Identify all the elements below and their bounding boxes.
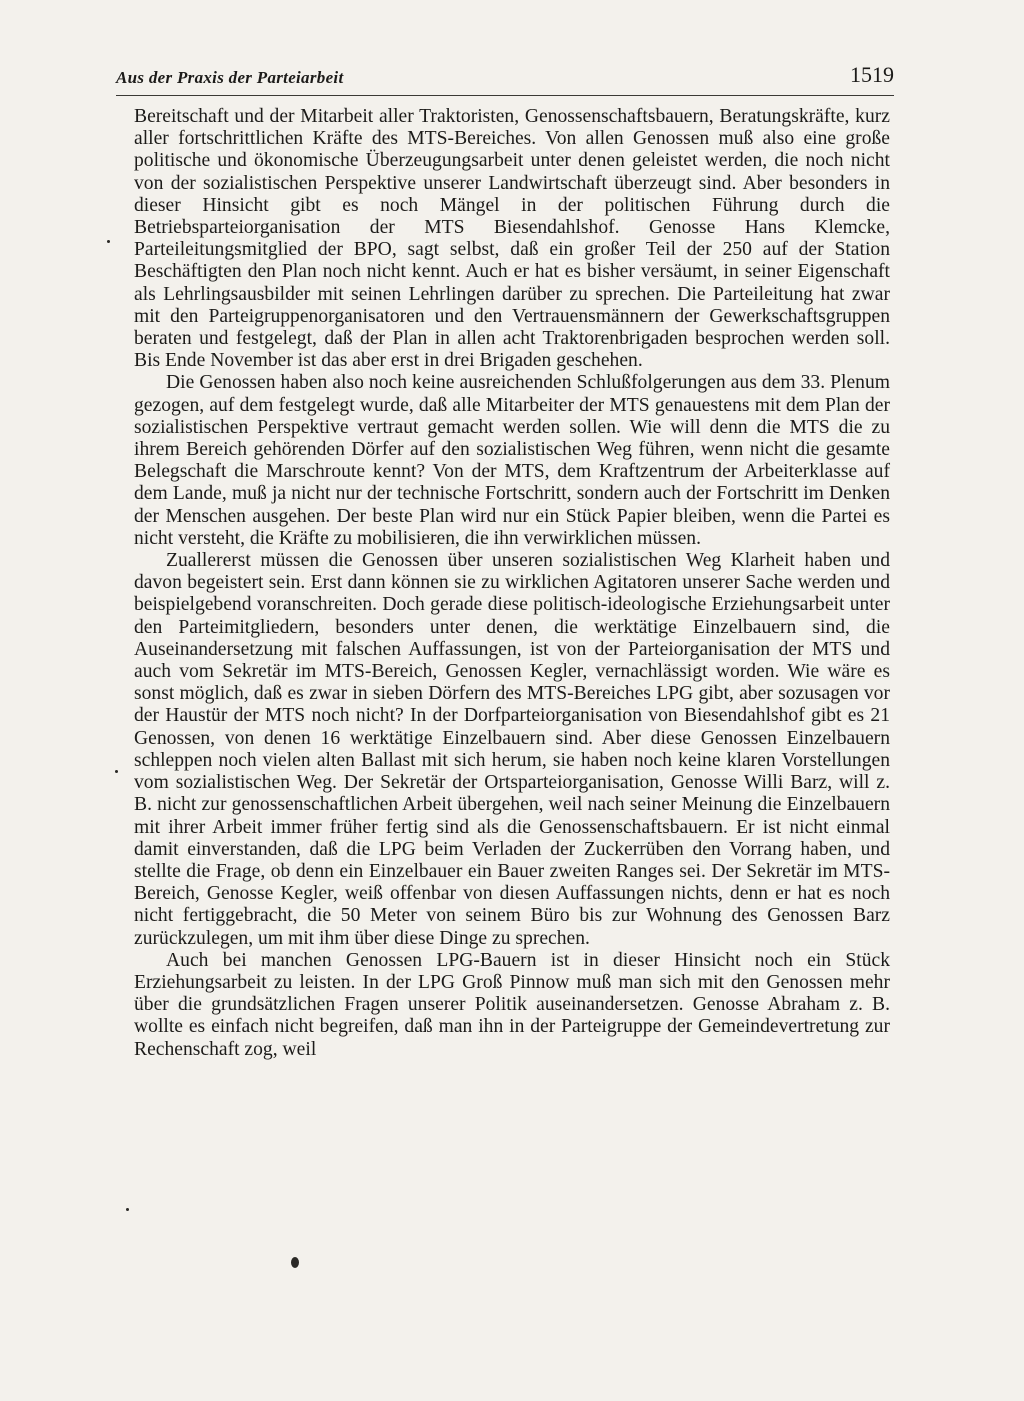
page-header — [116, 62, 894, 96]
running-head: Aus der Praxis der Parteiarbeit — [116, 68, 344, 87]
page-number: 1519 — [850, 62, 894, 87]
paragraph-4: Auch bei manchen Genossen LPG-Bauern ist in dieser Hinsicht noch ein Stück Erziehungsarbeit zu leisten. In der LPG Groß Pinnow muß man sich mit den Genossen mehr über die grundsätzlichen Fragen unserer Politik auseinandersetzen. Genosse Abraham z. B. wollte es einfach nicht begreifen, daß man ihn in der Parteigruppe der Gemeindevertretung zur Rechenschaft zog, weil — [134, 949, 890, 1060]
margin-speck — [107, 240, 110, 243]
margin-speck — [126, 1208, 129, 1211]
paragraph-2: Die Genossen haben also noch keine ausreichenden Schlußfolgerungen aus dem 33. Plenum gezogen, auf dem festgelegt wurde, daß alle Mitarbeiter der MTS genauestens mit dem Plan der sozialistischen Perspektive vertraut gemacht werden sollen. Wie will denn die MTS die zu ihrem Bereich gehörenden Dörfer auf den sozialistischen Weg führen, wenn nicht die gesamte Belegschaft die Marschroute kennt? Von der MTS, dem Kraftzentrum der Arbeiterklasse auf dem Lande, muß ja nicht nur der technische Fortschritt, sondern auch der Fortschritt im Denken der Menschen ausgehen. Der beste Plan wird nur ein Stück Papier bleiben, wenn die Partei es nicht versteht, die Kräfte zu mobilisieren, die ihn verwirklichen müssen. — [134, 372, 890, 549]
body-text — [134, 106, 890, 1061]
ink-blot — [291, 1257, 299, 1268]
margin-speck — [115, 770, 118, 773]
paragraph-3: Zuallererst müssen die Genossen über unseren sozialistischen Weg Klarheit haben und davon begeistert sein. Erst dann können sie zu wirklichen Agitatoren unserer Sache werden und beispielgebend voranschreiten. Doch gerade diese politisch-ideologische Erziehungsarbeit unter den Parteimitgliedern, besonders unter denen, die werktätige Einzelbauern sind, die Auseinandersetzung mit falschen Auffassungen, ist von der Parteiorganisation der MTS und auch vom Sekretär im MTS-Bereich, Genossen Kegler, vernachlässigt worden. Wie wäre es sonst möglich, daß es zwar in sieben Dörfern des MTS-Bereiches LPG gibt, aber sozusagen vor der Haustür der MTS noch nicht? In der Dorfparteiorganisation von Biesendahlshof gibt es 21 Genossen, von denen 16 werktätige Einzelbauern sind. Aber diese Genossen Einzelbauern schleppen noch vielen alten Ballast mit sich herum, sie haben noch keine klaren Vorstellungen vom sozialistischen Weg. Der Sekretär der Ortsparteiorganisation, Genosse Willi Barz, will z. B. nicht zur genossenschaftlichen Arbeit übergehen, weil nach seiner Meinung die Einzelbauern mit ihrer Arbeit immer früher fertig sind als die Genossenschaftsbauern. Er ist nicht einmal damit einverstanden, daß die LPG beim Verladen der Zuckerrüben den Vorrang haben, und stellte die Frage, ob denn ein Einzelbauer ein Bauer zweiten Ranges sei. Der Sekretär im MTS-Bereich, Genosse Kegler, weiß offenbar von diesen Auffassungen nichts, denn er hat es noch nicht fertiggebracht, die 50 Meter von seinem Büro bis zur Wohnung des Genossen Barz zurückzulegen, um mit ihm über diese Dinge zu sprechen. — [134, 550, 890, 949]
header-rule — [116, 95, 894, 96]
paragraph-1: Bereitschaft und der Mitarbeit aller Traktoristen, Genossenschaftsbauern, Beratungskräfte, kurz aller fortschrittlichen Kräfte des MTS-Bereiches. Von allen Genossen muß also eine große politische und ökonomische Überzeugungsarbeit unter denen geleistet werden, die noch nicht von der sozialistischen Perspektive unserer Landwirtschaft überzeugt sind. Aber besonders in dieser Hinsicht gibt es noch Mängel in der politischen Führung durch die Betriebsparteiorganisation der MTS Biesendahlshof. Genosse Hans Klemcke, Parteileitungsmitglied der BPO, sagt selbst, daß ein großer Teil der 250 auf der Station Beschäftigten den Plan noch nicht kennt. Auch er hat es bisher versäumt, in seiner Eigenschaft als Lehrlingsausbilder mit seinen Lehrlingen darüber zu sprechen. Die Parteileitung hat zwar mit den Parteigruppenorganisatoren und den Vertrauensmännern der Gewerkschaftsgruppen beraten und festgelegt, daß der Plan in allen acht Traktorenbrigaden besprochen werden soll. Bis Ende November ist das aber erst in drei Brigaden geschehen. — [134, 106, 890, 372]
